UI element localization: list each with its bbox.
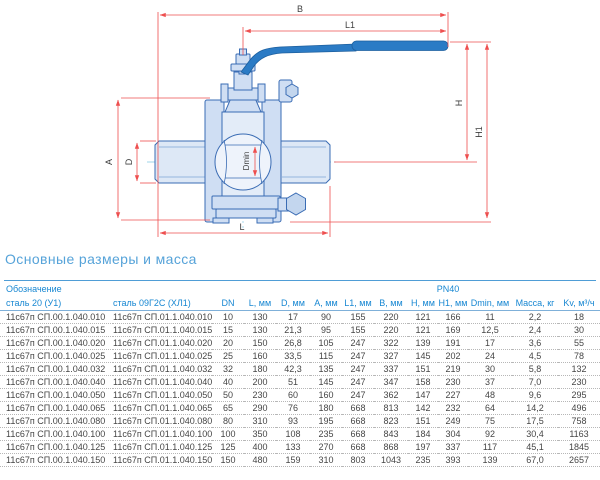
divider-line: [4, 280, 596, 281]
designation-steel09g2s: 11с67п СП.01.1.040.015: [113, 325, 212, 335]
designation-steel09g2s: 11с67п СП.01.1.040.150: [113, 455, 212, 465]
designation-steel20: 11с67п СП.00.1.040.040: [0, 376, 113, 389]
valve-body: [155, 49, 330, 223]
table-row: [0, 324, 600, 337]
value-cell: 337: [438, 441, 468, 454]
value-cell: 139: [408, 337, 438, 350]
value-cell: 247: [342, 350, 374, 363]
table-row: [0, 311, 600, 324]
value-cell: 32: [212, 363, 244, 376]
value-cell: 310: [310, 454, 342, 467]
value-cell: 145: [310, 376, 342, 389]
designation-steel09g2s: 11с67п СП.01.1.040.010: [113, 312, 212, 322]
value-cell: 347: [374, 376, 408, 389]
value-cell: 219: [438, 363, 468, 376]
value-cell: 42,3: [276, 363, 310, 376]
value-cell: 15: [212, 324, 244, 337]
value-cell: 93: [276, 415, 310, 428]
value-cell: 4,5: [512, 350, 558, 363]
value-cell: 270: [310, 441, 342, 454]
designation-steel20: 11с67п СП.00.1.040.015: [0, 324, 113, 337]
value-cell: 151: [408, 415, 438, 428]
pn40-label: PN40: [436, 284, 460, 294]
column-header: Н1, мм: [438, 296, 468, 311]
value-cell: 67,0: [512, 454, 558, 467]
value-cell: 130: [244, 311, 276, 324]
value-cell: 64: [468, 402, 512, 415]
value-cell: 147: [408, 389, 438, 402]
column-header: Н, мм: [408, 296, 438, 311]
value-cell: 20: [212, 337, 244, 350]
value-cell: 95: [310, 324, 342, 337]
value-cell: 1845: [558, 441, 600, 454]
label-B: B: [296, 4, 304, 14]
value-cell: 50: [212, 389, 244, 402]
value-cell: 668: [342, 441, 374, 454]
column-header: L1, мм: [342, 296, 374, 311]
value-cell: 169: [438, 324, 468, 337]
designation-steel20: 11с67п СП.00.1.040.020: [0, 337, 113, 350]
bottom-plate: [212, 196, 280, 209]
value-cell: 480: [244, 454, 276, 467]
value-cell: 12,5: [468, 324, 512, 337]
designation-steel09g2s: 11с67п СП.01.1.040.125: [113, 442, 212, 452]
value-cell: 813: [374, 402, 408, 415]
table-row: [0, 350, 600, 363]
value-cell: 150: [212, 454, 244, 467]
value-cell: 33,5: [276, 350, 310, 363]
value-cell: 197: [408, 441, 438, 454]
table-body: [0, 311, 600, 467]
designation-steel20: 11с67п СП.00.1.040.050: [0, 389, 113, 402]
valve-handle: [241, 41, 448, 75]
value-cell: 220: [374, 311, 408, 324]
designation-steel09g2s: 11с67п СП.01.1.040.032: [113, 364, 212, 374]
value-cell: 496: [558, 402, 600, 415]
value-cell: 230: [244, 389, 276, 402]
value-cell: 14,2: [512, 402, 558, 415]
value-cell: 184: [408, 428, 438, 441]
value-cell: 160: [244, 350, 276, 363]
value-cell: 337: [374, 363, 408, 376]
value-cell: 202: [438, 350, 468, 363]
designation-steel20: 11с67п СП.00.1.040.025: [0, 350, 113, 363]
value-cell: 11: [468, 311, 512, 324]
column-header: сталь 20 (У1): [0, 296, 113, 311]
designation-steel20: 11с67п СП.00.1.040.080: [0, 415, 113, 428]
value-cell: 803: [342, 454, 374, 467]
value-cell: 30: [558, 324, 600, 337]
value-cell: 350: [244, 428, 276, 441]
value-cell: 160: [310, 389, 342, 402]
value-cell: 24: [468, 350, 512, 363]
value-cell: 76: [276, 402, 310, 415]
designation-steel09g2s: 11с67п СП.01.1.040.025: [113, 351, 212, 361]
value-cell: 17: [468, 337, 512, 350]
table-row: [0, 415, 600, 428]
foot-left: [213, 218, 229, 223]
column-header: А, мм: [310, 296, 342, 311]
designation-steel20: 11с67п СП.00.1.040.032: [0, 363, 113, 376]
value-cell: 2,4: [512, 324, 558, 337]
designation-steel09g2s: 11с67п СП.01.1.040.020: [113, 338, 212, 348]
value-cell: 121: [408, 311, 438, 324]
value-cell: 200: [244, 376, 276, 389]
value-cell: 90: [310, 311, 342, 324]
value-cell: 142: [408, 402, 438, 415]
value-cell: 843: [374, 428, 408, 441]
label-D: D: [124, 158, 134, 166]
value-cell: 18: [558, 311, 600, 324]
value-cell: 235: [408, 454, 438, 467]
value-cell: 180: [310, 402, 342, 415]
value-cell: 78: [558, 350, 600, 363]
table-row: [0, 376, 600, 389]
value-cell: 310: [244, 415, 276, 428]
value-cell: 393: [438, 454, 468, 467]
value-cell: 45,1: [512, 441, 558, 454]
table-row: [0, 337, 600, 350]
bottom-plate-2: [216, 209, 276, 218]
designation-steel20: 11с67п СП.00.1.040.010: [0, 311, 113, 324]
stem-housing: [234, 72, 252, 90]
value-cell: 155: [342, 324, 374, 337]
value-cell: 40: [212, 376, 244, 389]
designation-steel09g2s: 11с67п СП.01.1.040.040: [113, 377, 212, 387]
value-cell: 7,0: [512, 376, 558, 389]
value-cell: 227: [438, 389, 468, 402]
table-group-header: [0, 283, 600, 296]
value-cell: 150: [244, 337, 276, 350]
value-cell: 668: [342, 428, 374, 441]
value-cell: 362: [374, 389, 408, 402]
value-cell: 115: [310, 350, 342, 363]
value-cell: 21,3: [276, 324, 310, 337]
column-header: сталь 09Г2С (ХЛ1): [113, 296, 212, 311]
value-cell: 100: [212, 428, 244, 441]
value-cell: 3,6: [512, 337, 558, 350]
value-cell: 191: [438, 337, 468, 350]
value-cell: 249: [438, 415, 468, 428]
column-header: D, мм: [276, 296, 310, 311]
value-cell: 10: [212, 311, 244, 324]
value-cell: 105: [310, 337, 342, 350]
value-cell: 30: [468, 363, 512, 376]
column-header: В, мм: [374, 296, 408, 311]
value-cell: 151: [408, 363, 438, 376]
value-cell: 232: [438, 402, 468, 415]
label-H: H: [454, 99, 464, 107]
value-cell: 17: [276, 311, 310, 324]
designation-steel20: 11с67п СП.00.1.040.100: [0, 428, 113, 441]
value-cell: 159: [276, 454, 310, 467]
table-row: [0, 402, 600, 415]
table-row: [0, 389, 600, 402]
value-cell: 55: [558, 337, 600, 350]
value-cell: 1043: [374, 454, 408, 467]
value-cell: 230: [438, 376, 468, 389]
value-cell: 139: [468, 454, 512, 467]
value-cell: 295: [558, 389, 600, 402]
value-cell: 108: [276, 428, 310, 441]
value-cell: 247: [342, 389, 374, 402]
value-cell: 92: [468, 428, 512, 441]
value-cell: 158: [408, 376, 438, 389]
value-cell: 133: [276, 441, 310, 454]
label-H1: H1: [474, 126, 484, 138]
value-cell: 65: [212, 402, 244, 415]
table-header-row: [0, 296, 600, 311]
foot-right: [257, 218, 273, 223]
value-cell: 37: [468, 376, 512, 389]
label-L1: L1: [344, 20, 356, 30]
designation-steel09g2s: 11с67п СП.01.1.040.065: [113, 403, 212, 413]
value-cell: 121: [408, 324, 438, 337]
section-title: Основные размеры и масса: [5, 251, 197, 267]
column-header: L, мм: [244, 296, 276, 311]
value-cell: 26,8: [276, 337, 310, 350]
value-cell: 130: [244, 324, 276, 337]
designation-steel20: 11с67п СП.00.1.040.065: [0, 402, 113, 415]
column-header: Масса, кг: [512, 296, 558, 311]
designation-steel09g2s: 11с67п СП.01.1.040.080: [113, 416, 212, 426]
dimensions-table: [0, 296, 600, 467]
table-row: [0, 428, 600, 441]
label-L: L: [239, 222, 245, 232]
value-cell: 17,5: [512, 415, 558, 428]
value-cell: 290: [244, 402, 276, 415]
value-cell: 60: [276, 389, 310, 402]
value-cell: 132: [558, 363, 600, 376]
value-cell: 668: [342, 415, 374, 428]
table-row: [0, 441, 600, 454]
value-cell: 48: [468, 389, 512, 402]
label-Dmin: Dmin: [242, 151, 251, 171]
value-cell: 823: [374, 415, 408, 428]
value-cell: 80: [212, 415, 244, 428]
value-cell: 2,2: [512, 311, 558, 324]
table-row: [0, 454, 600, 467]
designation-steel20: 11с67п СП.00.1.040.150: [0, 454, 113, 467]
value-cell: 75: [468, 415, 512, 428]
value-cell: 400: [244, 441, 276, 454]
value-cell: 5,8: [512, 363, 558, 376]
value-cell: 668: [342, 402, 374, 415]
gland-bolt-left: [221, 84, 228, 102]
value-cell: 166: [438, 311, 468, 324]
stop-bolt-hex: [286, 84, 298, 98]
value-cell: 247: [342, 337, 374, 350]
value-cell: 758: [558, 415, 600, 428]
value-cell: 322: [374, 337, 408, 350]
value-cell: 125: [212, 441, 244, 454]
value-cell: 195: [310, 415, 342, 428]
gland-bolt-right: [258, 84, 265, 102]
value-cell: 30,4: [512, 428, 558, 441]
value-cell: 247: [342, 363, 374, 376]
column-header: DN: [212, 296, 244, 311]
value-cell: 2657: [558, 454, 600, 467]
value-cell: 135: [310, 363, 342, 376]
value-cell: 1163: [558, 428, 600, 441]
column-header: Dmin, мм: [468, 296, 512, 311]
value-cell: 51: [276, 376, 310, 389]
designation-group-label: Обозначение: [6, 284, 62, 294]
designation-steel20: 11с67п СП.00.1.040.125: [0, 441, 113, 454]
designation-steel09g2s: 11с67п СП.01.1.040.100: [113, 429, 212, 439]
value-cell: 235: [310, 428, 342, 441]
value-cell: 247: [342, 376, 374, 389]
value-cell: 117: [468, 441, 512, 454]
value-cell: 155: [342, 311, 374, 324]
table-row: [0, 363, 600, 376]
label-A: A: [104, 158, 114, 166]
value-cell: 868: [374, 441, 408, 454]
handle-grip: [352, 41, 448, 51]
value-cell: 180: [244, 363, 276, 376]
value-cell: 220: [374, 324, 408, 337]
value-cell: 145: [408, 350, 438, 363]
value-cell: 9,6: [512, 389, 558, 402]
column-header: Kv, м³/ч: [558, 296, 600, 311]
designation-steel09g2s: 11с67п СП.01.1.040.050: [113, 390, 212, 400]
drain-plug-hex: [287, 193, 306, 215]
value-cell: 230: [558, 376, 600, 389]
value-cell: 25: [212, 350, 244, 363]
value-cell: 327: [374, 350, 408, 363]
value-cell: 304: [438, 428, 468, 441]
